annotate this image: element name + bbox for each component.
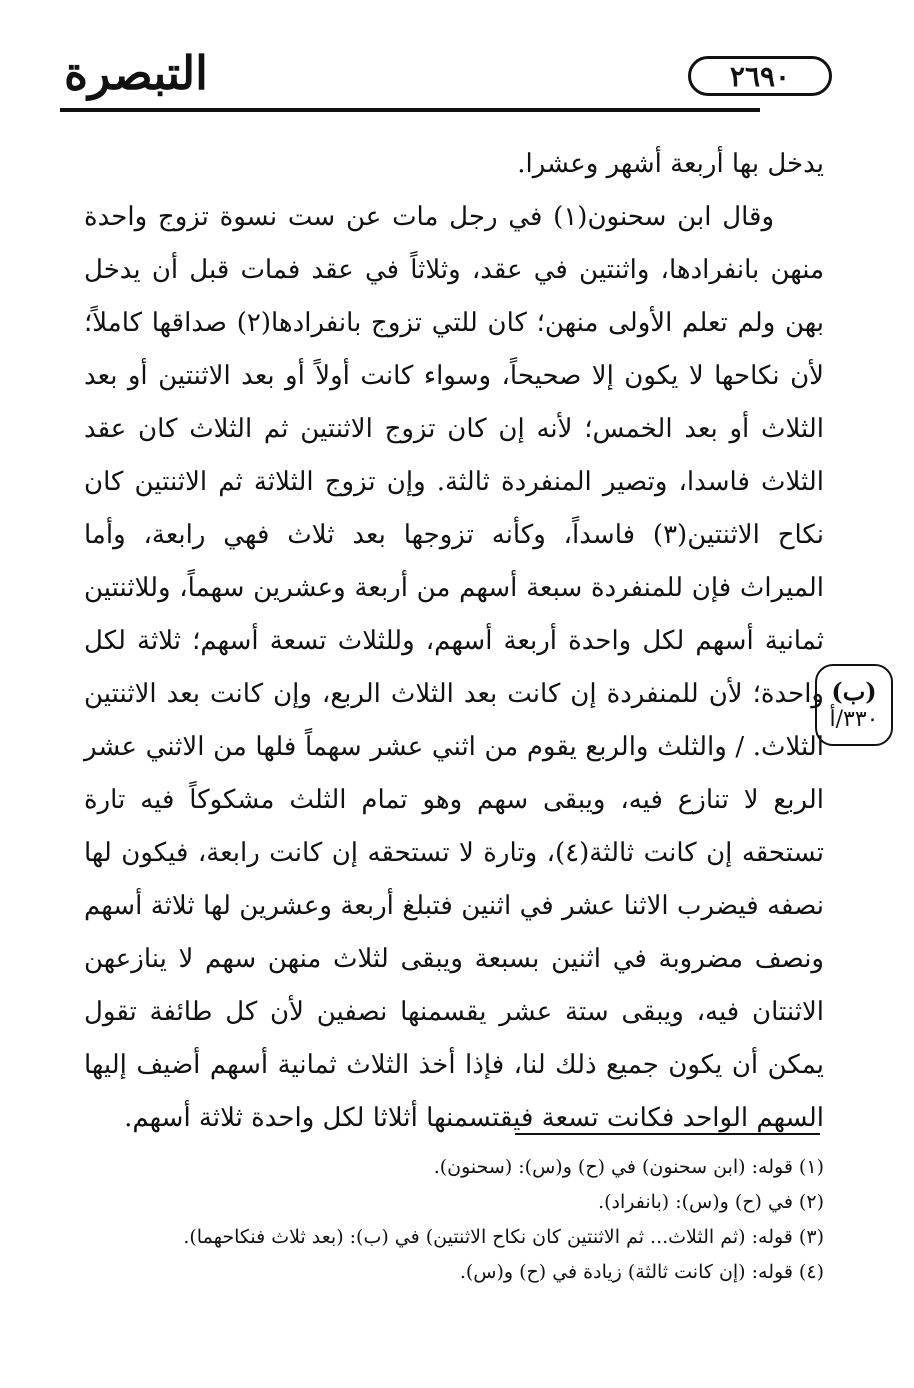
footnotes (84, 1150, 824, 1290)
paragraph-main: وقال ابن سحنون(١) في رجل مات عن ست نسوة تزوج واحدة منهن بانفرادها، واثنتين في عقد، وثلاثاً في عقد فمات قبل أن يدخل بهن ولم تعلم الأولى منهن؛ كان للتي تزوج بانفرادها(٢) صداقها كاملاً؛ لأن نكاحها لا يكون إلا صحيحاً، وسواء كانت أولاً أو بعد الاثنتين أو بعد الثلاث أو بعد الخمس؛ لأنه إن كان تزوج الاثنتين ثم الثلاث كان عقد الثلاث فاسدا، وتصير المنفردة ثالثة. وإن تزوج الثلاثة ثم الاثنتين كان نكاح الاثنتين(٣) فاسداً، وكأنه تزوجها بعد ثلاث فهي رابعة، وأما الميراث فإن للمنفردة سبعة أسهم من أربعة وعشرين سهماً، وللاثنتين ثمانية أسهم لكل واحدة أربعة أسهم، وللثلاث تسعة أسهم؛ ثلاثة لكل واحدة؛ لأن للمنفردة إن كانت بعد الثلاث الربع، وإن كانت بعد الاثنتين الثلاث. / والثلث والربع يقوم من اثني عشر سهماً فلها من الاثني عشر الربع لا تنازع فيه، ويبقى سهم وهو تمام الثلث مشكوكاً فيه تارة تستحقه إن كانت ثالثة(٤)، وتارة لا تستحقه إن كانت رابعة، فيكون لها نصفه فيضرب الاثنا عشر في اثنين فتبلغ أربعة وعشرين لها ثلاثة أسهم ونصف مضروبة في اثنين بسبعة ويبقى لثلاث منهن سهم لا ينازعهن الاثنتان فيه، ويبقى ستة عشر يقسمنها نصفين لأن كل طائفة تقول يمكن أن يكون جميع ذلك لنا، فإذا أخذ الثلاث ثمانية أسهم أضيف إليها السهم الواحد فكانت تسعة فيقتسمنها أثلاثا لكل واحدة ثلاثة أسهم. (84, 202, 824, 1133)
footnote-item: (١) قوله: (ابن سحنون) في (ح) و(س): (سحنون). (433, 1156, 824, 1178)
folio-number: ٣٣٠/أ (829, 707, 879, 732)
footnote-item: (٤) قوله: (إن كانت ثالثة) زيادة في (ح) و(س). (459, 1261, 824, 1283)
page-number: ٢٦٩٠ (688, 56, 832, 96)
main-text (84, 138, 824, 1145)
paragraph-continuation: يدخل بها أربعة أشهر وعشرا. (517, 149, 824, 179)
page-header (60, 48, 830, 120)
manuscript-ref: (ب) (831, 677, 877, 706)
footnote-item: (٣) قوله: (ثم الثلاث... ثم الاثنتين كان نكاح الاثنتين) في (ب): (بعد ثلاث فنكاحهما). (183, 1226, 824, 1248)
footnote-item: (٢) في (ح) و(س): (بانفراد). (598, 1191, 824, 1213)
footnote-separator (515, 1133, 820, 1135)
header-rule (60, 108, 760, 112)
manuscript-folio-note (815, 664, 893, 746)
running-title: التبصرة (64, 46, 208, 100)
